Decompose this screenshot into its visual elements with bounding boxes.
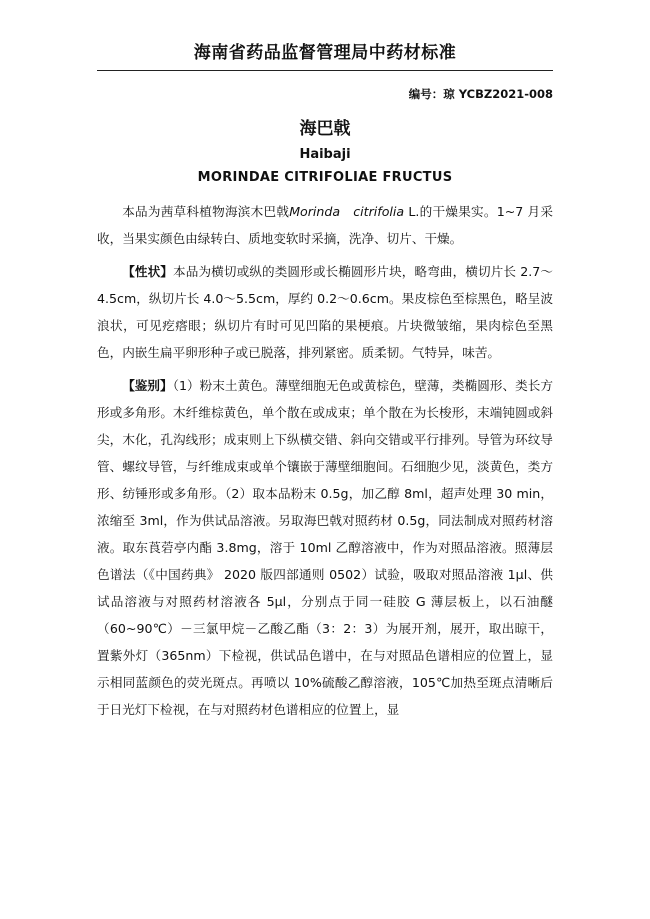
identification-label: 【鉴别】 xyxy=(122,378,173,393)
source-lead: 本品为茜草科植物海滨木巴戟 xyxy=(122,204,290,219)
source-paragraph xyxy=(97,198,553,252)
character-label: 【性状】 xyxy=(122,264,174,279)
header-divider xyxy=(97,70,553,71)
character-text: 本品为横切或纵的类圆形或长椭圆形片块，略弯曲，横切片长 2.7～4.5cm，纵切片长 4.0～5.5cm，厚约 0.2～0.6cm。果皮棕色至棕黑色，略呈波浪状，可见疙瘩眼；纵切片有时可见凹陷的果梗痕。片块微皱缩，果肉棕色至黑色，内嵌生扁平卵形种子或已脱落，排列紧密。质柔韧。气特异，味苦。 xyxy=(97,264,553,360)
monograph-title-latin: MORINDAE CITRIFOLIAE FRUCTUS xyxy=(197,170,453,185)
identification-text: （1）粉末土黄色。薄壁细胞无色或黄棕色，壁薄，类椭圆形、类长方形或多角形。木纤维棕黄色，单个散在或成束；单个散在为长梭形，末端钝圆或斜尖，木化，孔沟线形；成束则上下纵横交错、斜向交错或平行排列。导管为环纹导管、螺纹导管，与纤维成束或单个镶嵌于薄壁细胞间。石细胞少见，淡黄色，类方形、纺锤形或多角形。（2）取本品粉末 0.5g，加乙醇 8ml，超声处理 30 min，浓缩至 3ml，作为供试品溶液。另取海巴戟对照药材 0.5g，同法制成对照药材溶液。取东莨菪亭内酯 3.8mg，溶于 10ml 乙醇溶液中，作为对照品溶液。照薄层色谱法（《中国药典》 2020 版四部通则 0502）试验，吸取对照品溶液 1μl、供试品溶液与对照药材溶液各 5μl，分别点于同一硅胶 G 薄层板上，以石油醚（60~90℃）－三氯甲烷－乙酸乙酯（3：2：3）为展开剂，展开，取出晾干，置紫外灯（365nm）下检视，供试品色谱中，在与对照品色谱相应的位置上，显示相同蓝颜色的荧光斑点。再喷以 10%硫酸乙醇溶液，105℃加热至斑点清晰后于日光灯下检视，在与对照药材色谱相应的位置上，显 xyxy=(97,378,553,717)
issuing-authority-header: 海南省药品监督管理局中药材标准 xyxy=(193,43,457,63)
monograph-title-chinese: 海巴戟 xyxy=(299,119,351,139)
source-rest: L.的干燥果实。1~7 月采收，当果实颜色由绿转白、质地变软时采摘，洗净、切片、干燥。 xyxy=(97,204,553,246)
species-name: Morinda citrifolia xyxy=(289,204,405,219)
identification-paragraph xyxy=(97,372,553,723)
document-number: 编号：琼 YCBZ2021-008 xyxy=(408,87,553,101)
monograph-body xyxy=(97,198,553,729)
monograph-title-pinyin: Haibaji xyxy=(299,147,351,162)
character-paragraph xyxy=(97,258,553,366)
